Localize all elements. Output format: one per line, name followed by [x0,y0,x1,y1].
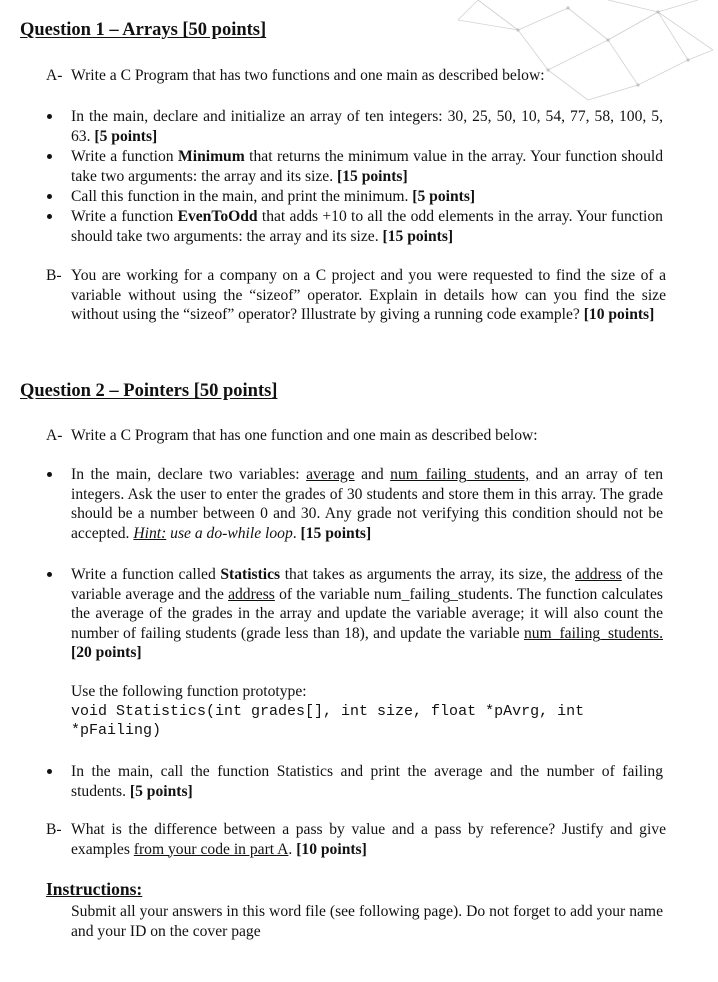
q2-bullet-1: In the main, declare two variables: average and num_failing_students, and an array of ten integers. Ask the user to enter the grades of 30 students and store them in this array. The grade should be a number between 0 and 30. Any grade not verifying this condition should not be accepted. Hint: use a do-while loop. [15 points] [47,465,663,543]
q1-bullet-3: Call this function in the main, and print the minimum. [5 points] [47,187,663,207]
bullet-icon [47,472,52,477]
q1-part-b: B- You are working for a company on a C project and you were requested to find the size of a variable without using the “sizeof” operator. Explain in details how can you find the size without using the “sizeof” operator? Illustrate by giving a running code example? [10 points] [46,267,666,324]
q1-part-a [46,66,666,86]
instructions-text: Submit all your answers in this word file (see following page). Do not forget to add your name and your ID on the cover page [71,903,663,940]
q1-bullet-1: In the main, declare and initialize an array of ten integers: 30, 25, 50, 10, 54, 77, 58, 100, 5, 63. [5 points] [47,107,663,146]
bullet-icon [47,769,52,774]
q2-part-b-label: B- [46,821,62,838]
q1-part-b-label: B- [46,267,62,284]
q2-part-b: B- What is the difference between a pass by value and a pass by reference? Justify and give examples from your code in part A. [10 points] [46,821,666,858]
q1-part-a-text: Write a C Program that has two functions and one main as described below: [71,67,545,84]
bullet-icon [47,572,52,577]
prototype-code-line-1: void Statistics(int grades[], int size, float *pAvrg, int [71,702,585,720]
q2-part-a-text: Write a C Program that has one function and one main as described below: [71,427,538,444]
bullet-icon [47,194,52,199]
bullet-icon [47,114,52,119]
decorative-polygon-graphic [458,0,718,110]
q2-bullet-2: Write a function called Statistics that takes as arguments the array, its size, the address of the variable average and the address of the variable num_failing_students. The function calculates the average of the grades in the array and update the variable average; it will also count the number of failing students (grade less than 18), and update the variable num_failing_students. [20 points] [47,565,663,663]
prototype-block [71,682,663,741]
prototype-code-line-2: *pFailing) [71,722,162,740]
q1-bullet-2: Write a function Minimum that returns the minimum value in the array. Your function should take two arguments: the array and its size. [15 points] [47,147,663,186]
prototype-intro: Use the following function prototype: [71,683,307,700]
bullet-icon [47,154,52,159]
q1-bullet-4: Write a function EvenToOdd that adds +10 to all the odd elements in the array. Your function should take two arguments: the array and its size. [15 points] [47,207,663,246]
q2-part-a-label: A- [46,427,63,444]
question-2-title: Question 2 – Pointers [50 points] [20,381,278,401]
q1-part-a-label: A- [46,67,63,84]
q2-part-a [46,426,666,446]
question-1-title: Question 1 – Arrays [50 points] [20,20,267,40]
q2-bullet-3: In the main, call the function Statistics and print the average and the number of failing students. [5 points] [47,762,663,801]
bullet-icon [47,214,52,219]
instructions-title: Instructions: [46,879,143,899]
